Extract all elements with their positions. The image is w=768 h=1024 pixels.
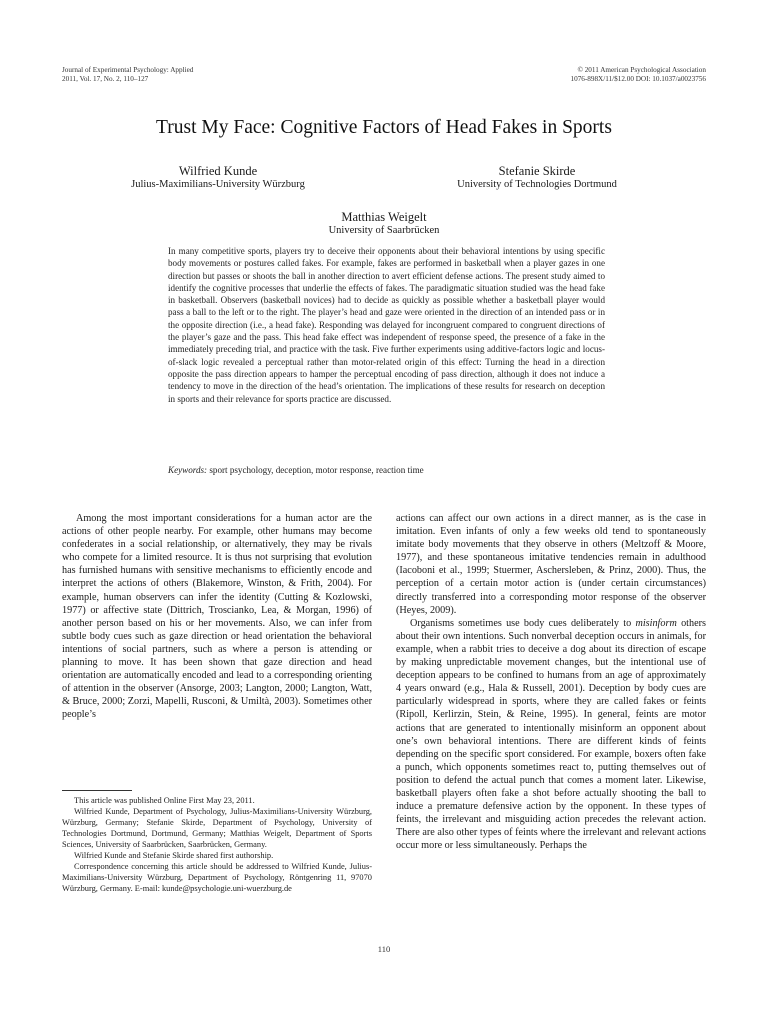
footnote: Correspondence concerning this article should be addressed to Wilfried Kunde, Julius-Maximilians-University Würzburg, Department of Psychology, Röntgenring 11, 97070 Würzburg, Germany. E-mail: kunde@psychologie.uni-wuerzburg.de bbox=[62, 862, 372, 893]
body-text: Organisms sometimes use body cues deliberately to bbox=[410, 617, 636, 629]
footnotes bbox=[62, 795, 372, 894]
journal-name: Journal of Experimental Psychology: Applied bbox=[62, 66, 194, 74]
body-column-left bbox=[62, 512, 372, 722]
body-paragraph: Among the most important considerations for a human actor are the actions of other people nearby. For example, other humans may become confederates in a social relationship, or alternatively, they may be rivals who compete for a limited resource. It is thus not surprising that evolution has furnished humans with sensitive mechanisms to efficiently encode and interpret the actions of others (Blakemore, Winston, & Frith, 2004). For example, human observers can infer the identity (Cutting & Kozlowski, 1977) or affective state (Dittrich, Troscianko, Lea, & Morgan, 1996) of another person based on his or her movements. Also, we can infer from subtle body cues such as gaze direction or head orientation the behavioral intentions of social partners, such as where a person is attending or planning to move. It has been shown that gaze direction and head orientation are automatically encoded and lead to a corresponding orienting of attention in the observer (Ansorge, 2003; Langton, 2000; Langton, Watt, & Bruce, 2000; Zorzi, Mapelli, Rusconi, & Umiltà, 2003). Sometimes other people’s bbox=[62, 513, 372, 721]
footnote-divider bbox=[62, 790, 132, 791]
body-text: others about their own intentions. Such nonverbal deception occurs in animals, for example, when a rabbit tries to deceive a dog about its direction of escape by making unpredictable movement changes, but the intentional use of deception appears to be confined to humans from an age of approximately 4 years onward (e.g., Hala & Russell, 2001). Deception by body cues are particularly widespread in sports, where they are called fakes or feints (Ripoll, Kerlirzin, Stein, & Reine, 1995). In general, feints are motor actions that are generated to intentionally misinform an opponent about one’s own behavioral intentions. There are different kinds of feints depending on the specific sport considered. For example, boxers often fake a punch, which opponents sometimes react to, putting themselves out of position to defend the actual punch that comes a moment later. Likewise, basketball players often fake a shot before actually shooting the ball to induce a premature defensive action by the opponent. In these types of feints, the irrelevant and misguiding action precedes the relevant action. There are also other types of feints where the irrelevant and relevant actions occur more or less simultaneously. Perhaps the bbox=[396, 617, 706, 852]
author-affiliation: Julius-Maximilians-University Würzburg bbox=[131, 179, 305, 190]
footnote: This article was published Online First May 23, 2011. bbox=[74, 796, 255, 805]
emphasis-text: misinform bbox=[635, 617, 677, 629]
author-name: Wilfried Kunde bbox=[178, 164, 258, 178]
keywords-label: Keywords: bbox=[168, 465, 208, 475]
author-affiliation: University of Saarbrücken bbox=[328, 225, 440, 236]
author-block-3 bbox=[264, 210, 504, 238]
author-block-1 bbox=[98, 164, 338, 192]
author-name: Stefanie Skirde bbox=[498, 164, 576, 178]
body-column-right bbox=[396, 512, 706, 942]
footnote: Wilfried Kunde and Stefanie Skirde shared first authorship. bbox=[74, 851, 274, 860]
article-title: Trust My Face: Cognitive Factors of Head Fakes in Sports bbox=[156, 117, 612, 138]
doi-line: 1076-898X/11/$12.00 DOI: 10.1037/a0023756 bbox=[570, 75, 706, 83]
journal-header bbox=[62, 66, 193, 84]
footnote: Wilfried Kunde, Department of Psychology, Julius-Maximilians-University Würzburg, Würzburg, Germany; Stefanie Skirde, Department of Psychology, University of Technologies Dortmund, Dortmund, Germany; Matthias Weigelt, Department of Sports Sciences, University of Saarbrücken, Saarbrücken, Germany. bbox=[62, 807, 372, 849]
body-paragraph bbox=[396, 617, 706, 853]
body-paragraph: actions can affect our own actions in a direct manner, as is the case in imitation. Even infants of only a few weeks old tend to spontaneously imitate body movements that they observe in others (Meltzoff & Moore, 1977), and these spontaneous imitative tendencies remain in adulthood (Iacoboni et al., 1999; Stuermer, Aschersleben, & Prinz, 2000). Thus, the perception of a certain motor action is (under certain circumstances) directly transferred into a corresponding motor response of the observer (Heyes, 2009). bbox=[396, 513, 706, 616]
abstract: In many competitive sports, players try to deceive their opponents about their behavioral intentions by using specific body movements or postures called fakes. For example, fakes are performed in basketball when a player gazes in one direction but passes or shoots the ball in another direction to avert efficient defense actions. The present study aimed to identify the cognitive processes that underlie the effects of fakes. The paradigmatic situation studied was the head fake in basketball. Observers (basketball novices) had to decide as quickly as possible whether a basketball player would pass a ball to the left or to the right. The player’s head and gaze were oriented in the direction of an intended pass or in the opposite direction (i.e., a head fake). Responding was delayed for incongruent compared to congruent directions of the player’s gaze and the pass. This head fake effect was independent of response speed, the presence of a fake in the immediately preceding trial, and practice with the task. Five further experiments using additive-factors logic and locus-of-slack logic revealed a perceptual rather than motor-related origin of this effect: Turning the head in a direction opposite the pass direction appears to hamper the perceptual encoding of pass direction, although it does not induce a tendency to move in the direction of the head’s orientation. The implications of these results for research on deception in sports and their relevance for sports practice are discussed. bbox=[168, 246, 605, 404]
copyright-header bbox=[571, 66, 707, 84]
keywords bbox=[168, 464, 605, 476]
copyright-line: © 2011 American Psychological Association bbox=[577, 66, 706, 74]
keywords-text: sport psychology, deception, motor response, reaction time bbox=[209, 465, 424, 475]
journal-volume: 2011, Vol. 17, No. 2, 110–127 bbox=[62, 75, 149, 83]
page-number: 110 bbox=[377, 944, 391, 954]
author-block-2 bbox=[412, 164, 662, 192]
author-affiliation: University of Technologies Dortmund bbox=[457, 179, 617, 190]
author-name: Matthias Weigelt bbox=[341, 210, 427, 224]
